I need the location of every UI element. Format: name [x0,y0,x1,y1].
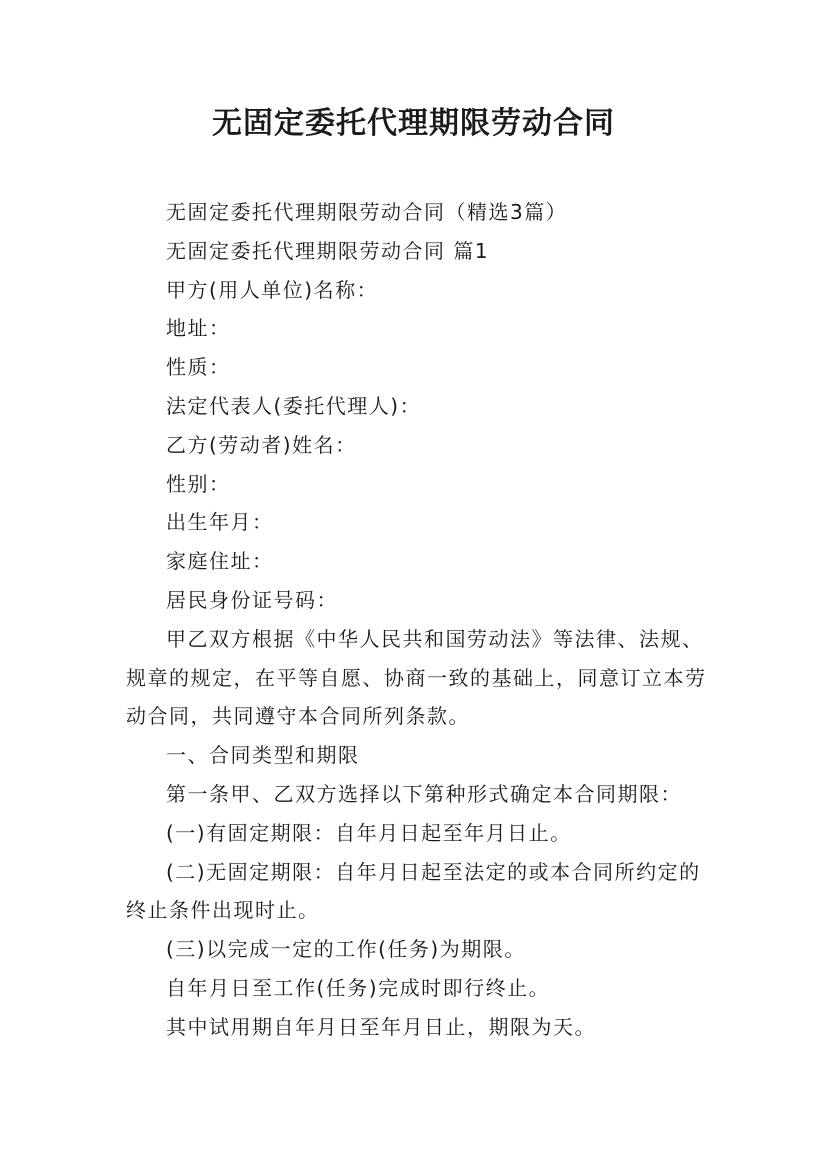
paragraph: 性质： [166,355,231,380]
paragraph: 自年月日至工作(任务)完成时即行终止。 [166,975,551,1000]
paragraph: (二)无固定期限：自年月日起至法定的或本合同所约定的终止条件出现时止。 [126,859,701,923]
paragraph: (一)有固定期限：自年月日起至年月日止。 [166,820,572,845]
paragraph: (三)以完成一定的工作(任务)为期限。 [166,937,526,962]
section-heading: 一、合同类型和期限 [166,743,360,768]
paragraph: 法定代表人(委托代理人)： [166,393,422,418]
paragraph: 其中试用期自年月日至年月日止，期限为天。 [166,1014,596,1039]
paragraph: 地址： [166,316,231,341]
document-body [126,193,716,1047]
paragraph: 甲方(用人单位)名称： [166,277,379,302]
paragraph: 无固定委托代理期限劳动合同（精选3篇） [166,200,568,224]
paragraph: 家庭住址： [166,549,274,574]
paragraph: 第一条甲、乙双方选择以下第种形式确定本合同期限： [166,781,682,806]
paragraph: 乙方(劳动者)姓名： [166,432,357,457]
paragraph: 居民身份证号码： [166,587,338,612]
paragraph: 甲乙双方根据《中华人民共和国劳动法》等法律、法规、规章的规定，在平等自愿、协商一致的基础上，同意订立本劳动合同，共同遵守本合同所列条款。 [126,626,707,729]
document-title: 无固定委托代理期限劳动合同 [212,106,615,141]
paragraph: 性别： [166,471,231,496]
paragraph: 无固定委托代理期限劳动合同 篇1 [166,238,490,263]
paragraph: 出生年月： [166,510,274,535]
